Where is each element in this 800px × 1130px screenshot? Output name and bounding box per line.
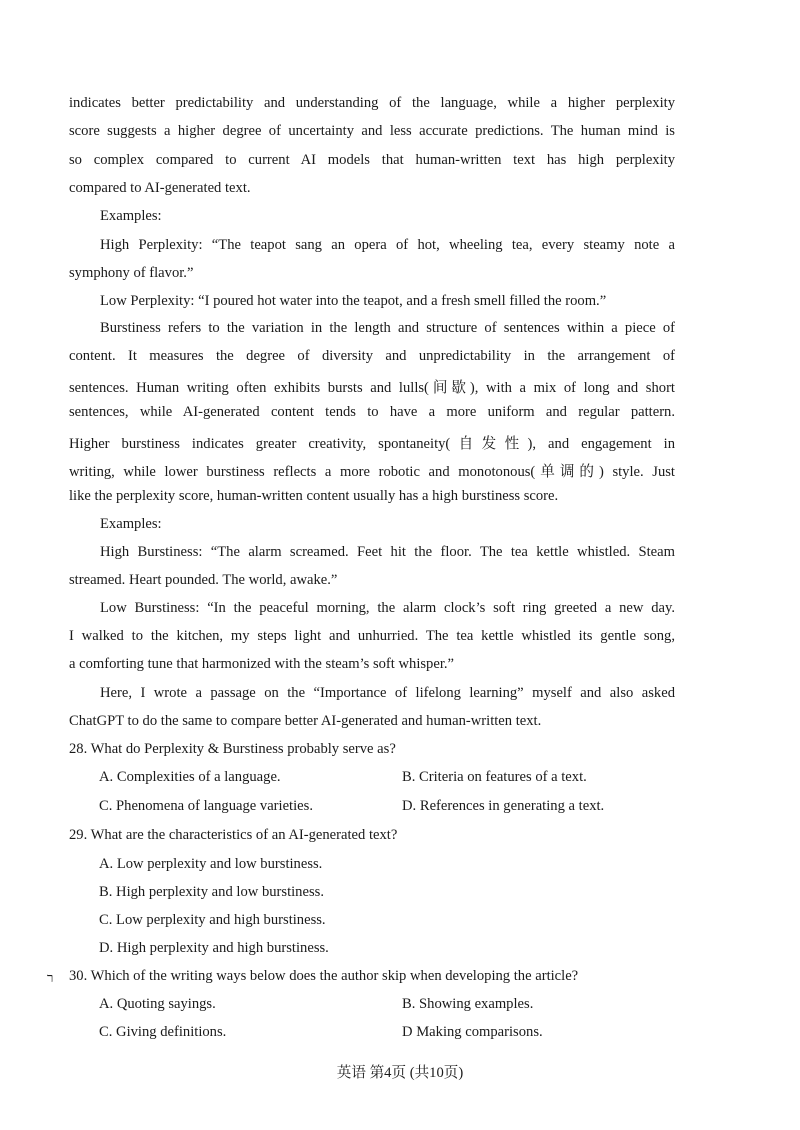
option-c[interactable]: C. Phenomena of language varieties. [99, 798, 313, 814]
high-perplexity-example: symphony of flavor.” [69, 265, 194, 281]
option-d[interactable]: D Making comparisons. [402, 1024, 543, 1040]
page-footer: 英语 第4页 (共10页) [336, 1065, 464, 1081]
passage-line: writing, while lower burstiness reflects a more robotic and monotonous(单调的) style. Just [69, 464, 675, 480]
option-b[interactable]: B. Criteria on features of a text. [402, 769, 587, 785]
passage-line: Higher burstiness indicates greater creativity, spontaneity(自发性), and engagement in [69, 436, 675, 452]
passage-line: Burstiness refers to the variation in the length and structure of sentences within a piece of [100, 320, 675, 336]
option-a[interactable]: A. Low perplexity and low burstiness. [99, 856, 323, 872]
passage-line: score suggests a higher degree of uncertainty and less accurate predictions. The human mind is [69, 123, 675, 139]
option-b[interactable]: B. High perplexity and low burstiness. [99, 884, 324, 900]
low-burstiness-example: Low Burstiness: “In the peaceful morning, the alarm clock’s soft ring greeted a new day. [100, 600, 675, 616]
passage-line: sentences, while AI-generated content tends to have a more uniform and regular pattern. [69, 404, 675, 420]
high-perplexity-example: High Perplexity: “The teapot sang an opera of hot, wheeling tea, every steamy note a [100, 237, 675, 253]
high-burstiness-example: High Burstiness: “The alarm screamed. Feet hit the floor. The tea kettle whistled. Steam [100, 544, 675, 560]
low-burstiness-example: I walked to the kitchen, my steps light and unhurried. The tea kettle whistled its gentle song, [69, 628, 675, 644]
passage-line: like the perplexity score, human-written content usually has a high burstiness score. [69, 488, 559, 504]
option-a[interactable]: A. Complexities of a language. [99, 769, 281, 785]
option-d[interactable]: D. References in generating a text. [402, 798, 605, 814]
option-c[interactable]: C. Giving definitions. [99, 1024, 227, 1040]
option-c[interactable]: C. Low perplexity and high burstiness. [99, 912, 326, 928]
passage-line: indicates better predictability and understanding of the language, while a higher perplexity [69, 95, 675, 111]
question-stem: 29. What are the characteristics of an AI-generated text? [69, 827, 398, 843]
high-burstiness-example: streamed. Heart pounded. The world, awake.” [69, 572, 338, 588]
option-a[interactable]: A. Quoting sayings. [99, 996, 216, 1012]
passage-line: so complex compared to current AI models that human-written text has high perplexity [69, 152, 675, 168]
option-d[interactable]: D. High perplexity and high burstiness. [99, 940, 329, 956]
option-b[interactable]: B. Showing examples. [402, 996, 534, 1012]
low-perplexity-example: Low Perplexity: “I poured hot water into the teapot, and a fresh smell filled the room.” [100, 293, 607, 309]
passage-line: content. It measures the degree of diversity and unpredictability in the arrangement of [69, 348, 675, 364]
question-stem: 28. What do Perplexity & Burstiness probably serve as? [69, 741, 396, 757]
passage-line: Here, I wrote a passage on the “Importance of lifelong learning” myself and also asked [100, 685, 675, 701]
margin-mark: ר [47, 970, 54, 985]
examples-label: Examples: [100, 516, 162, 532]
question-stem: 30. Which of the writing ways below does the author skip when developing the article? [69, 968, 579, 984]
passage-line: ChatGPT to do the same to compare better AI-generated and human-written text. [69, 713, 542, 729]
low-burstiness-example: a comforting tune that harmonized with the steam’s soft whisper.” [69, 656, 455, 672]
passage-line: compared to AI-generated text. [69, 180, 251, 196]
passage-line: sentences. Human writing often exhibits bursts and lulls(间歇), with a mix of long and short [69, 380, 675, 396]
examples-label: Examples: [100, 208, 162, 224]
